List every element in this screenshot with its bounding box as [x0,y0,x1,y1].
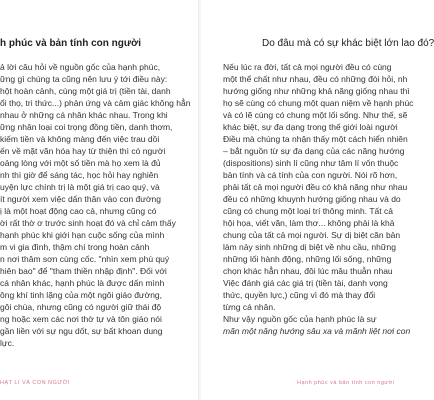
right-page-footer: Hạnh phúc và bản tính con người [297,380,395,386]
text-line: kiếm tiền và không màng đến việc trau dồi [0,134,160,144]
text-line: chọn khác hẳn nhau, đôi lúc mâu thuẫn nhau [223,266,393,276]
text-line: ững nhân loại coi trọng đồng tiền, danh thơm, [0,122,173,132]
text-line: cá nhân khác, hạnh phúc là được dấn mình [0,278,165,288]
text-line: ông khí tinh lặng của một ngôi giáo đường, [0,290,163,300]
text-line: m vi gia đình, thậm chí trong hoàn cảnh [0,242,150,252]
text-line: (dispositions) sinh lí cũng như tâm lí vốn thuộc [223,158,399,168]
text-line: bản tính và cá tính của con người. Nói rõ hơn, [223,170,398,180]
text-line: và có lẽ cùng có chung một lối sống. Như thế, sẽ [223,110,408,120]
text-line: hột hoàn cảnh, cùng một giá trị (tiền tài, danh [0,86,171,96]
text-line: những lối hành động, những lối sống, những [223,254,392,264]
text-line: phải tất cả mọi người đều có khả năng như nhau [223,182,408,192]
text-line: ít người xem việc dấn thân vào con đường [0,194,161,204]
text-line: đều có những khuynh hướng giống nhau và do [223,194,401,204]
left-page-footer: HẠT LI VÀ CON NGƯỜI [0,380,70,386]
text-line: một thể chất như nhau, đều có những đòi hỏi, nh [223,74,408,84]
text-line: ổi thọ, tri thức...) phản ứng và cảm giác không hẳn [0,98,191,108]
text-line: ời rất thờ ơ trước sinh hoạt đó và chỉ cảm thấy [0,218,176,228]
text-line: làm nảy sinh những dị biệt về nhu cầu, những [223,242,396,252]
text-line: nh thì giờ để sáng tác, học hỏi hay nghiên [0,170,159,180]
text-line: chung của tất cả mọi người. Sự dị biệt căn bản [223,230,401,240]
text-line: hiên bao" để "tham thiền nhập định". Đối với [0,266,167,276]
text-line: ng hoặc xem các nơi thờ tự và tôn giáo nói [0,314,162,324]
text-line: gôi chùa, nhưng cũng có người giữ thái độ [0,302,162,312]
left-page-heading: h phúc và bản tính con người [0,38,142,49]
text-line: – bắt nguồn từ sự đa dạng của các năng hướng [223,146,405,156]
left-page-body [0,61,199,349]
left-page [0,0,199,400]
text-line: hội họa, viết văn, làm thơ... không phải là khả [223,218,395,228]
text-line: từng cá nhân. [223,302,276,312]
text-line: khác biệt, sự đa dạng trong thế giới loài người [223,122,398,132]
text-line: ị là một hoạt động cao cả, nhưng cũng có [0,206,157,216]
text-line: nhau ở những cá nhân khác nhau. Trong khi [0,110,168,120]
text-line: Việc đánh giá các giá trị (tiền tài, danh vọng [223,278,388,288]
text-line: lực. [0,338,15,348]
right-page-heading: Do đâu mà có sự khác biệt lớn lao đó? [262,38,434,49]
text-line: Điều mà chúng ta nhận thấy một cách hiển nhiên [223,134,408,144]
text-line: ến về mặt văn hóa hay từ thiện thì có người [0,146,166,156]
text-line: gần liền với sự ngu dốt, sự bất khoan dung [0,326,163,336]
text-line: Nếu lúc ra đời, tất cả mọi người đều có cùng [223,62,392,72]
text-line: ững gì chúng ta cũng nên lưu ý tới điều này: [0,74,168,84]
text-line: n nơi thâm sơn cùng cốc. "nhìn xem phù quý [0,254,170,264]
text-line: mãn một năng hướng sâu xa và mãnh liệt nơi con [223,326,411,336]
text-line: cũng có chung một loại trí thông minh. Tất cả [223,206,393,216]
right-page-body [223,61,414,337]
text-line: ả lời câu hỏi về nguồn gốc của hạnh phúc, [0,62,161,72]
text-line: hạnh phúc khi giới hạn cuộc sống của mình [0,230,165,240]
text-line: Như vậy nguồn gốc của hạnh phúc là sự [223,314,377,324]
text-line: hướng giống như những khả năng giống nhau thì [223,86,410,96]
right-page [201,0,434,400]
text-line: uyện lực chính trị là một giá trị cao quý, và [0,182,160,192]
text-line: oảng lòng với một số tiền mà họ xem là đủ [0,158,161,168]
text-line: họ sẽ cùng có chung một quan niệm về hạnh phúc [223,98,414,108]
text-line: thức, quyền lực,) cũng vì đó mà thay đổi [223,290,376,300]
